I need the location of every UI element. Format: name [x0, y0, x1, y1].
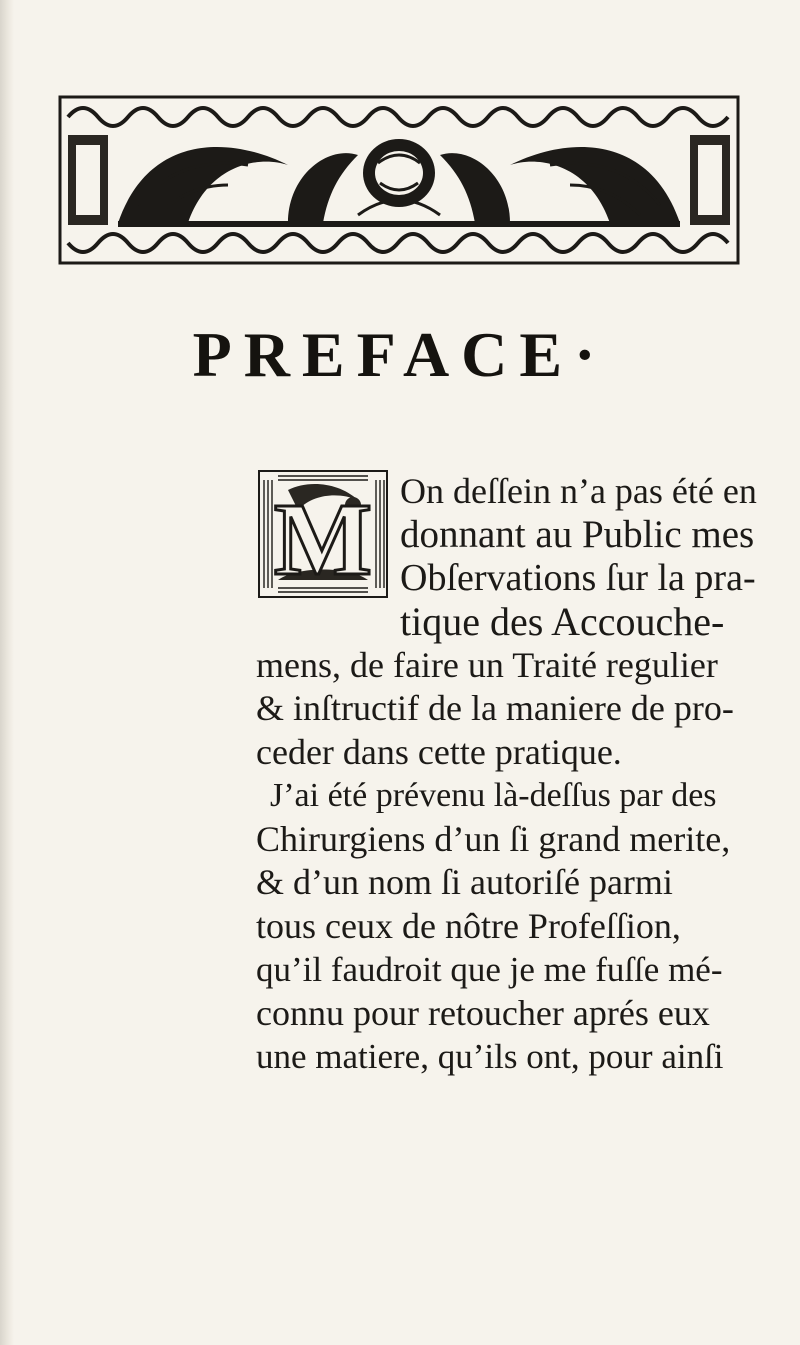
- text-line: une matiere, qu’ils ont, pour ainſi: [256, 1037, 724, 1076]
- text-line: tous ceux de nôtre Profeſſion,: [256, 906, 681, 946]
- initial-letter-text: M: [273, 482, 373, 597]
- page-title: [0, 318, 800, 392]
- text-line: & d’un nom ſi autoriſé parmi: [256, 862, 673, 902]
- text-line: Chirurgiens d’un ſi grand merite,: [256, 819, 731, 859]
- ornamental-headpiece: [58, 95, 740, 265]
- text-line: & inſtructif de la maniere de pro-: [256, 688, 734, 728]
- title-mark: ·: [574, 319, 608, 390]
- decorated-initial: [258, 470, 388, 598]
- text-line: J’ai été prévenu là-deſſus par des: [270, 777, 717, 814]
- text-line: donnant au Public mes: [400, 513, 755, 556]
- text-line: connu pour retoucher aprés eux: [256, 993, 710, 1033]
- text-line: qu’il faudroit que je me fuſſe mé-: [256, 950, 723, 989]
- page-title-text: PREFACE: [192, 319, 575, 390]
- text-line: Obſervations ſur la pra-: [400, 557, 756, 599]
- text-line: mens, de faire un Traité regulier: [256, 645, 718, 685]
- text-line: tique des Accouche-: [400, 599, 725, 644]
- text-line: ceder dans cette pratique.: [256, 732, 622, 772]
- page-edge-shadow: [0, 0, 14, 1345]
- text-line: On deſſein n’a pas été en: [400, 471, 757, 511]
